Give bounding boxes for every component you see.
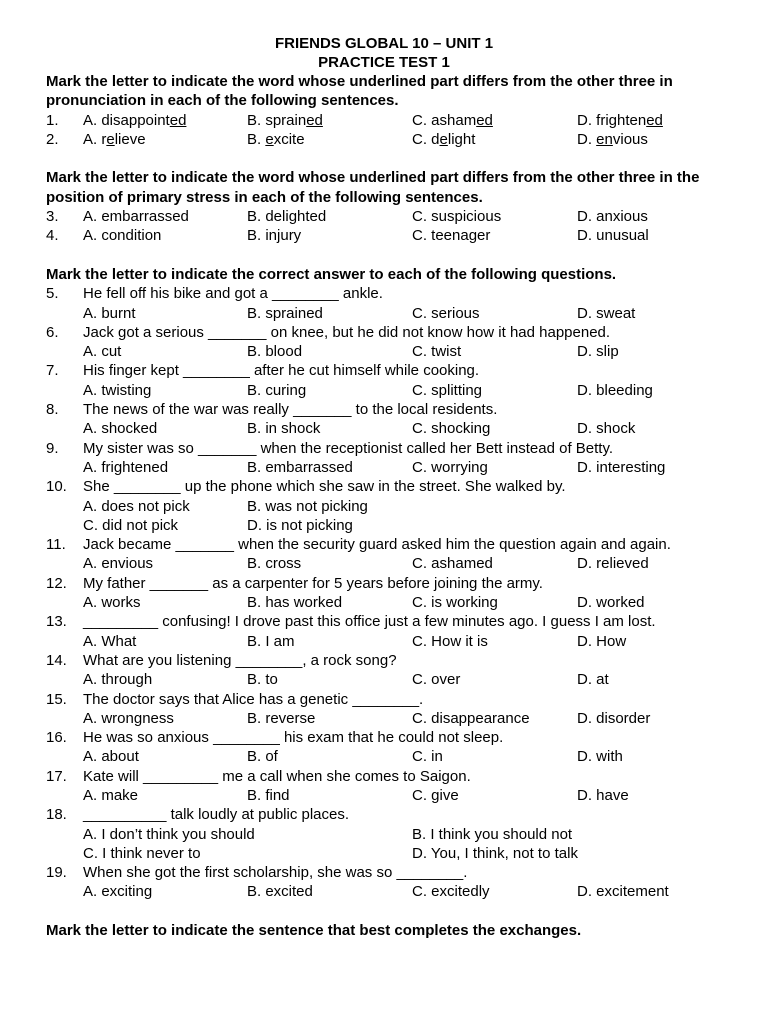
options-row — [0, 844, 768, 863]
answer-option[interactable]: C. over — [412, 671, 461, 689]
option-text: light — [447, 130, 476, 148]
question-number: 9. — [46, 439, 59, 457]
underlined-part: en — [596, 130, 613, 148]
options-row — [0, 304, 768, 323]
options-row — [0, 825, 768, 844]
question-row — [0, 226, 768, 245]
answer-option[interactable]: A. What — [83, 632, 137, 650]
answer-option[interactable]: A. embarrassed — [83, 208, 189, 226]
answer-option[interactable] — [83, 111, 186, 130]
answer-option[interactable]: B. of — [247, 748, 278, 766]
answer-option[interactable]: B. I think you should not — [412, 825, 573, 843]
answer-option[interactable]: A. burnt — [83, 304, 136, 322]
answer-option[interactable]: C. is working — [412, 594, 498, 612]
answer-option[interactable]: A. make — [83, 786, 139, 804]
question-row — [0, 130, 768, 149]
question-row — [0, 651, 768, 670]
underlined-part: ed — [476, 111, 493, 129]
underlined-part: ed — [169, 111, 187, 129]
option-text: D. frighten — [577, 111, 647, 129]
question-row — [0, 690, 768, 709]
answer-option[interactable] — [247, 130, 305, 149]
answer-option[interactable]: D. sweat — [577, 304, 636, 322]
option-text: A. r — [83, 130, 107, 148]
answer-option[interactable]: C. in — [412, 748, 443, 766]
option-text: B. sprain — [247, 111, 307, 129]
question-stem: The doctor says that Alice has a genetic ________. — [83, 690, 424, 708]
section-gap — [0, 902, 768, 921]
underlined-part: e — [106, 130, 115, 148]
answer-option[interactable]: A. frightened — [83, 458, 169, 476]
underlined-part: ed — [306, 111, 323, 129]
answer-option[interactable]: B. to — [247, 671, 278, 689]
answer-option[interactable]: A. does not pick — [83, 497, 190, 515]
answer-option[interactable]: B. reverse — [247, 709, 316, 727]
question-row — [0, 439, 768, 458]
question-number: 4. — [46, 227, 59, 245]
options-row — [0, 381, 768, 400]
section-instruction: Mark the letter to indicate the word whose underlined part differs from the other three in the position of primary stress in each of the following sentences. — [46, 169, 700, 206]
section-instruction: Mark the letter to indicate the word whose underlined part differs from the other three in pronunciation in each of the following sentences. — [46, 73, 673, 110]
answer-option[interactable]: C. did not pick — [83, 516, 179, 534]
question-number: 11. — [46, 536, 66, 554]
question-stem: My sister was so _______ when the receptionist called her Bett instead of Betty. — [83, 439, 614, 457]
answer-option[interactable] — [247, 111, 323, 130]
answer-option[interactable]: C. splitting — [412, 381, 483, 399]
answer-option[interactable]: C. worrying — [412, 458, 488, 476]
answer-option[interactable]: B. I am — [247, 632, 295, 650]
option-text: D. — [577, 130, 597, 148]
answer-option[interactable]: B. in shock — [247, 420, 321, 438]
answer-option[interactable]: C. shocking — [412, 420, 491, 438]
answer-option[interactable]: C. give — [412, 786, 459, 804]
answer-option[interactable]: D. unusual — [577, 227, 649, 245]
question-number: 8. — [46, 401, 59, 419]
question-number: 5. — [46, 285, 59, 303]
answer-option[interactable]: A. twisting — [83, 381, 152, 399]
answer-option[interactable]: A. envious — [83, 555, 154, 573]
answer-option[interactable]: D. is not picking — [247, 516, 353, 534]
options-row — [0, 516, 768, 535]
question-number: 18. — [46, 806, 67, 824]
question-number: 16. — [46, 729, 67, 747]
answer-option[interactable] — [412, 111, 493, 130]
answer-option[interactable]: A. exciting — [83, 883, 153, 901]
underlined-part: e — [439, 130, 448, 148]
answer-option[interactable]: D. relieved — [577, 555, 649, 573]
answer-option[interactable]: D. bleeding — [577, 381, 653, 399]
answer-option[interactable]: C. suspicious — [412, 208, 502, 226]
question-number: 3. — [46, 208, 59, 226]
answer-option[interactable]: B. sprained — [247, 304, 323, 322]
answer-option[interactable]: C. serious — [412, 304, 480, 322]
question-row — [0, 767, 768, 786]
answer-option[interactable]: C. twist — [412, 343, 462, 361]
question-number: 14. — [46, 651, 67, 669]
options-row — [0, 458, 768, 477]
question-stem: What are you listening ________, a rock song? — [83, 651, 397, 669]
question-stem: Kate will _________ me a call when she comes to Saigon. — [83, 767, 471, 785]
section-instruction: Mark the letter to indicate the sentence that best completes the exchanges. — [46, 922, 582, 940]
answer-option[interactable]: C. disappearance — [412, 709, 530, 727]
answer-option[interactable]: D. at — [577, 671, 609, 689]
answer-option[interactable]: C. excitedly — [412, 883, 490, 901]
options-row — [0, 342, 768, 361]
answer-option[interactable]: D. You, I think, not to talk — [412, 844, 578, 862]
question-number: 19. — [46, 864, 67, 882]
answer-option[interactable]: D. How — [577, 632, 627, 650]
question-number: 15. — [46, 690, 67, 708]
options-row — [0, 593, 768, 612]
worksheet-content — [0, 72, 768, 940]
answer-option[interactable]: D. excitement — [577, 883, 669, 901]
answer-option[interactable]: D. slip — [577, 343, 619, 361]
answer-option[interactable]: B. has worked — [247, 594, 343, 612]
answer-option[interactable]: C. ashamed — [412, 555, 493, 573]
question-number: 10. — [46, 478, 67, 496]
option-text: A. disappoint — [83, 111, 170, 129]
answer-option[interactable]: A. works — [83, 594, 141, 612]
options-row — [0, 670, 768, 689]
question-row — [0, 863, 768, 882]
question-number: 2. — [46, 130, 59, 148]
question-stem: My father _______ as a carpenter for 5 years before joining the army. — [83, 574, 543, 592]
answer-option[interactable]: D. shock — [577, 420, 636, 438]
options-row — [0, 632, 768, 651]
question-number: 7. — [46, 362, 59, 380]
answer-option[interactable]: A. shocked — [83, 420, 158, 438]
question-row — [0, 323, 768, 342]
answer-option[interactable]: C. teenager — [412, 227, 491, 245]
question-row — [0, 574, 768, 593]
answer-option[interactable]: B. was not picking — [247, 497, 368, 515]
worksheet-title: FRIENDS GLOBAL 10 – UNIT 1 — [274, 35, 494, 52]
answer-option[interactable]: D. interesting — [577, 458, 666, 476]
option-text: vious — [612, 130, 648, 148]
answer-option[interactable]: A. wrongness — [83, 709, 174, 727]
question-stem: Jack got a serious _______ on knee, but he did not know how it had happened. — [83, 323, 611, 341]
answer-option[interactable] — [83, 130, 146, 149]
option-text: C. d — [412, 130, 440, 148]
question-row — [0, 400, 768, 419]
answer-option[interactable]: D. have — [577, 786, 629, 804]
question-row — [0, 284, 768, 303]
options-row — [0, 747, 768, 766]
options-row — [0, 497, 768, 516]
question-row — [0, 805, 768, 824]
question-row — [0, 477, 768, 496]
answer-option[interactable]: A. cut — [83, 343, 122, 361]
options-row — [0, 554, 768, 573]
options-row — [0, 419, 768, 438]
worksheet-subtitle: PRACTICE TEST 1 — [318, 54, 450, 71]
answer-option[interactable]: B. find — [247, 786, 290, 804]
answer-option[interactable]: B. excited — [247, 883, 313, 901]
options-row — [0, 882, 768, 901]
option-text: xcite — [273, 130, 305, 148]
answer-option[interactable]: B. delighted — [247, 208, 327, 226]
answer-option[interactable]: C. I think never to — [83, 844, 201, 862]
question-stem: When she got the first scholarship, she was so ________. — [83, 864, 468, 882]
question-stem: _________ confusing! I drove past this office just a few minutes ago. I guess I am lost. — [83, 613, 656, 631]
question-stem: He fell off his bike and got a ________ ankle. — [83, 285, 383, 303]
question-row — [0, 728, 768, 747]
answer-option[interactable]: D. with — [577, 748, 623, 766]
answer-option[interactable]: D. worked — [577, 594, 645, 612]
option-text: B. — [247, 130, 266, 148]
section-instruction: Mark the letter to indicate the correct answer to each of the following questions. — [46, 265, 617, 283]
question-number: 1. — [46, 111, 59, 129]
question-number: 12. — [46, 574, 67, 592]
answer-option[interactable]: A. condition — [83, 227, 162, 245]
question-stem: The news of the war was really _______ to the local residents. — [83, 401, 498, 419]
underlined-part: ed — [646, 111, 663, 129]
underlined-part: e — [265, 130, 274, 148]
question-stem: __________ talk loudly at public places. — [83, 806, 350, 824]
option-text: lieve — [114, 130, 146, 148]
answer-option[interactable]: D. anxious — [577, 208, 648, 226]
question-stem: His finger kept ________ after he cut himself while cooking. — [83, 362, 480, 380]
answer-option[interactable]: A. through — [83, 671, 153, 689]
answer-option[interactable]: B. blood — [247, 343, 303, 361]
answer-option[interactable] — [577, 130, 648, 149]
option-text: C. asham — [412, 111, 477, 129]
section-gap — [0, 149, 768, 168]
question-stem: He was so anxious ________ his exam that he could not sleep. — [83, 729, 504, 747]
question-number: 6. — [46, 323, 59, 341]
answer-option[interactable]: B. embarrassed — [247, 458, 353, 476]
question-row — [0, 535, 768, 554]
answer-option[interactable]: D. disorder — [577, 709, 651, 727]
answer-option[interactable]: B. cross — [247, 555, 302, 573]
answer-option[interactable]: B. curing — [247, 381, 307, 399]
question-row — [0, 111, 768, 130]
question-number: 13. — [46, 613, 67, 631]
answer-option[interactable]: C. How it is — [412, 632, 488, 650]
question-row — [0, 361, 768, 380]
question-stem: She ________ up the phone which she saw in the street. She walked by. — [83, 478, 566, 496]
question-row — [0, 612, 768, 631]
question-row — [0, 207, 768, 226]
answer-option[interactable]: B. injury — [247, 227, 302, 245]
answer-option[interactable]: A. about — [83, 748, 139, 766]
options-row — [0, 786, 768, 805]
answer-option[interactable]: A. I don’t think you should — [83, 825, 255, 843]
section-gap — [0, 246, 768, 265]
question-number: 17. — [46, 767, 67, 785]
options-row — [0, 709, 768, 728]
question-stem: Jack became _______ when the security guard asked him the question again and again. — [83, 536, 671, 554]
answer-option[interactable] — [577, 111, 663, 130]
answer-option[interactable] — [412, 130, 475, 149]
